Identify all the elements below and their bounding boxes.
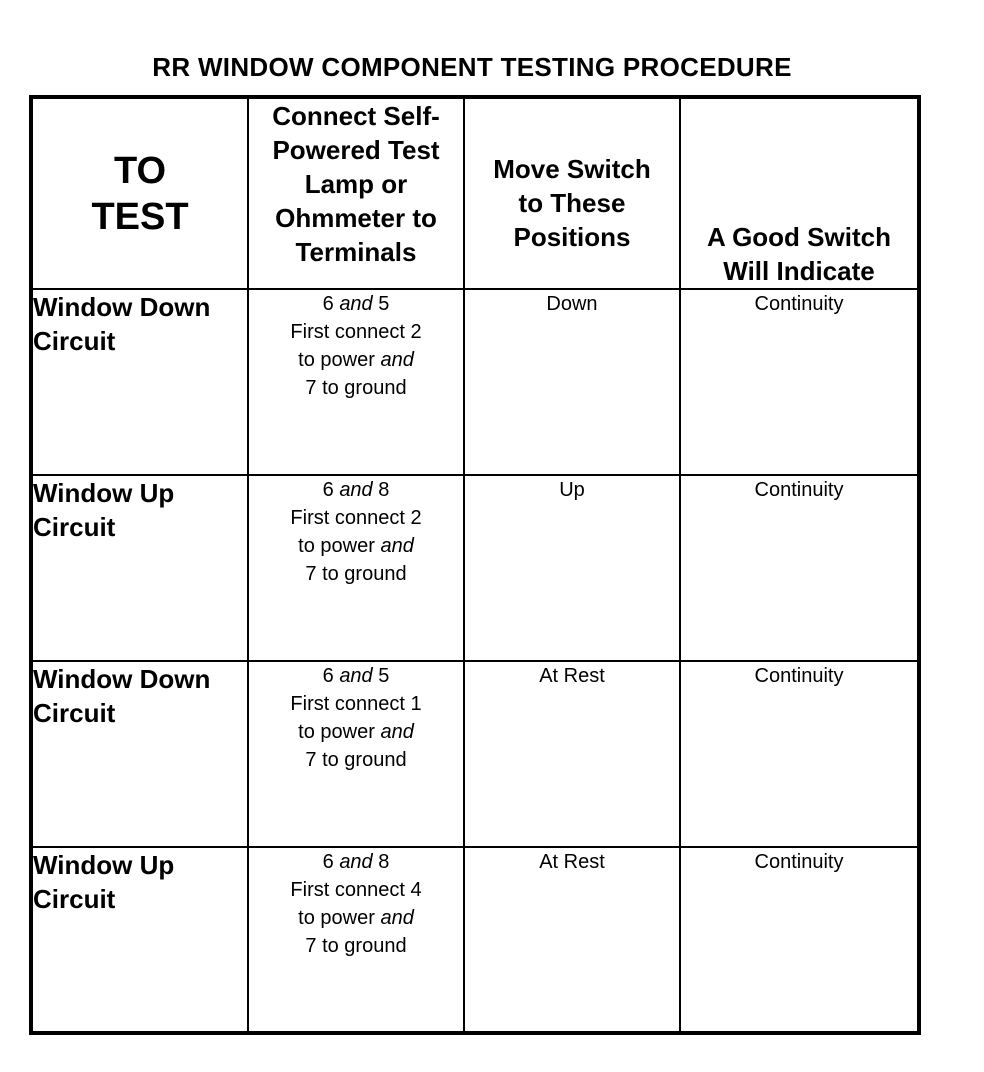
terminal-b: 8 [378, 479, 390, 501]
switch-position: At Rest [464, 661, 680, 847]
table-row [31, 661, 919, 847]
circuit-label-line: Window Up [33, 850, 175, 880]
circuit-label-line: Circuit [33, 326, 116, 356]
terminals-cell [248, 475, 464, 661]
and-text: and [339, 851, 373, 873]
circuit-label [31, 289, 248, 475]
table-row [31, 847, 919, 1033]
terminals-pair [249, 476, 463, 504]
header-to-test-line: TEST [91, 195, 189, 238]
terminals-pair [249, 290, 463, 318]
power-line [249, 718, 463, 746]
power-text: to power [298, 535, 375, 557]
header-connect [248, 97, 464, 289]
ground-text: 7 to ground [305, 377, 407, 399]
and-text: and [339, 479, 373, 501]
good-indication: Continuity [680, 847, 919, 1033]
power-line [249, 904, 463, 932]
header-connect-line: Connect Self- [272, 101, 440, 131]
header-good-line: Will Indicate [723, 256, 875, 286]
circuit-label [31, 661, 248, 847]
first-connect-text: First connect 1 [290, 693, 422, 715]
terminal-a: 6 [322, 293, 334, 315]
table-row [31, 475, 919, 661]
power-line [249, 346, 463, 374]
power-text: to power [298, 349, 375, 371]
circuit-label-line: Window Down [33, 664, 211, 694]
circuit-label-line: Circuit [33, 512, 116, 542]
and-text: and [380, 721, 414, 743]
circuit-label-line: Circuit [33, 698, 116, 728]
first-connect-text: First connect 4 [290, 879, 422, 901]
power-line [249, 532, 463, 560]
terminals-pair [249, 662, 463, 690]
terminal-a: 6 [322, 479, 334, 501]
header-good-switch [680, 97, 919, 289]
terminal-b: 8 [378, 851, 390, 873]
terminal-a: 6 [322, 665, 334, 687]
terminals-cell [248, 289, 464, 475]
header-connect-line: Powered Test [272, 135, 440, 165]
page-title: RR WINDOW COMPONENT TESTING PROCEDURE [152, 52, 792, 82]
power-text: to power [298, 907, 375, 929]
ground-text: 7 to ground [305, 935, 407, 957]
and-text: and [339, 665, 373, 687]
circuit-label-line: Window Up [33, 478, 175, 508]
header-move-line: Positions [513, 222, 631, 252]
switch-position: Up [464, 475, 680, 661]
power-text: to power [298, 721, 375, 743]
ground-text: 7 to ground [305, 563, 407, 585]
and-text: and [380, 349, 414, 371]
table-row [31, 289, 919, 475]
terminal-a: 6 [322, 851, 334, 873]
ground-text: 7 to ground [305, 749, 407, 771]
header-move-line: Move Switch [493, 154, 651, 184]
header-row [31, 97, 919, 289]
circuit-label [31, 475, 248, 661]
switch-position: At Rest [464, 847, 680, 1033]
circuit-label [31, 847, 248, 1033]
testing-procedure-table [29, 95, 921, 1035]
header-connect-line: Terminals [295, 237, 417, 267]
terminals-pair [249, 848, 463, 876]
good-indication: Continuity [680, 661, 919, 847]
header-move-switch [464, 97, 680, 289]
good-indication: Continuity [680, 289, 919, 475]
first-connect-text: First connect 2 [290, 321, 422, 343]
terminals-cell [248, 661, 464, 847]
terminals-cell [248, 847, 464, 1033]
and-text: and [380, 907, 414, 929]
header-to-test [31, 97, 248, 289]
header-connect-line: Lamp or [304, 169, 408, 199]
and-text: and [339, 293, 373, 315]
circuit-label-line: Window Down [33, 292, 211, 322]
terminal-b: 5 [378, 665, 390, 687]
circuit-label-line: Circuit [33, 884, 116, 914]
terminal-b: 5 [378, 293, 390, 315]
and-text: and [380, 535, 414, 557]
header-good-line: A Good Switch [707, 222, 891, 252]
first-connect-text: First connect 2 [290, 507, 422, 529]
header-to-test-line: TO [113, 149, 167, 192]
switch-position: Down [464, 289, 680, 475]
good-indication: Continuity [680, 475, 919, 661]
header-connect-line: Ohmmeter to [275, 203, 437, 233]
header-move-line: to These [518, 188, 626, 218]
